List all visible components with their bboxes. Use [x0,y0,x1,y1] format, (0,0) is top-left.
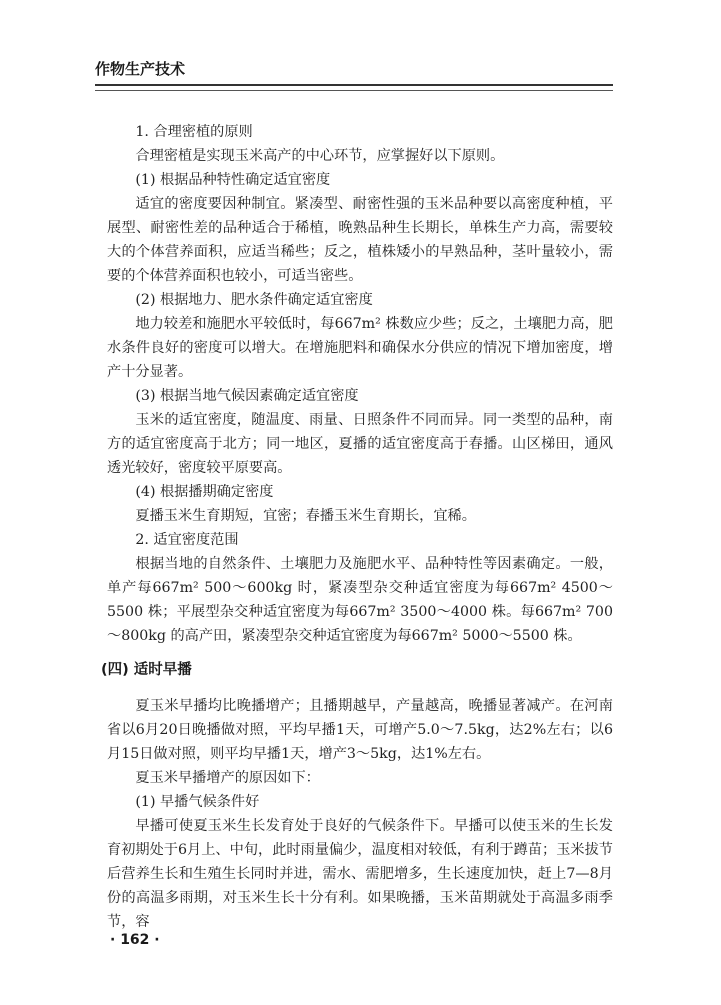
subsection-heading-density-range: 2. 适宜密度范围 [135,532,239,548]
header-rule-thick [95,84,613,86]
page-number: · 162 · [110,932,160,948]
body-paragraph: 玉米的适宜密度，随温度、雨量、日照条件不同而异。同一类型的品种，南方的适宜密度高于北方；同一地区，夏播的适宜密度高于春播。山区梯田，通风透光较好，密度较平原要高。 [107,412,613,476]
header-rule-thin [95,90,613,91]
page-body [101,120,613,934]
item-heading-climate-conditions: (1) 早播气候条件好 [135,794,260,810]
body-paragraph: 地力较差和施肥水平较低时，每667m² 株数应少些；反之，土壤肥力高，肥水条件良好的密度可以增大。在增施肥料和确保水分供应的情况下增加密度，增产十分显著。 [107,316,613,380]
item-heading-sowing-date: (4) 根据播期确定密度 [135,484,274,500]
body-paragraph: 根据当地的自然条件、土壤肥力及施肥水平、品种特性等因素确定。一般，单产每667m² 500～600kg 时，紧凑型杂交种适宜密度为每667m² 4500～5500 株；平展型杂交种适宜密度为每667m² 3500～4000 株。每667m² 700～800kg 的高产田，紧凑型杂交种适宜密度为每667m² 5000～5500 株。 [107,556,613,644]
body-paragraph: 合理密植是实现玉米高产的中心环节，应掌握好以下原则。 [135,148,505,164]
body-paragraph: 夏播玉米生育期短，宜密；春播玉米生育期长，宜稀。 [135,508,476,524]
item-heading-variety: (1) 根据品种特性确定适宜密度 [135,172,331,188]
body-paragraph: 早播可使夏玉米生长发育处于良好的气候条件下。早播可以使玉米的生长发育初期处于6月上、中旬，此时雨量偏少，温度相对较低，有利于蹲苗；玉米拔节后营养生长和生殖生长同时并进，需水、需肥增多，生长速度加快，赶上7—8月份的高温多雨期，对玉米生长十分有利。如果晚播，玉米苗期就处于高温多雨季节，容 [107,818,613,930]
running-header-title: 作物生产技术 [95,60,186,78]
body-paragraph: 夏玉米早播增产的原因如下： [135,770,320,786]
subsection-heading-principles: 1. 合理密植的原则 [135,124,253,140]
item-heading-soil-fertility: (2) 根据地力、肥水条件确定适宜密度 [135,292,373,308]
item-heading-climate: (3) 根据当地气候因素确定适宜密度 [135,388,359,404]
section-heading-early-sowing: (四) 适时早播 [101,662,192,678]
body-paragraph: 适宜的密度要因种制宜。紧凑型、耐密性强的玉米品种要以高密度种植，平展型、耐密性差的品种适合于稀植，晚熟品种生长期长，单株生产力高，需要较大的个体营养面积，应适当稀些；反之，植株矮小的早熟品种，茎叶量较小，需要的个体营养面积也较小，可适当密些。 [107,196,613,284]
body-paragraph: 夏玉米早播均比晚播增产；且播期越早，产量越高，晚播显著减产。在河南省以6月20日晚播做对照，平均早播1天，可增产5.0～7.5kg，达2%左右；以6月15日做对照，则平均早播1天，增产3～5kg，达1%左右。 [107,698,613,762]
